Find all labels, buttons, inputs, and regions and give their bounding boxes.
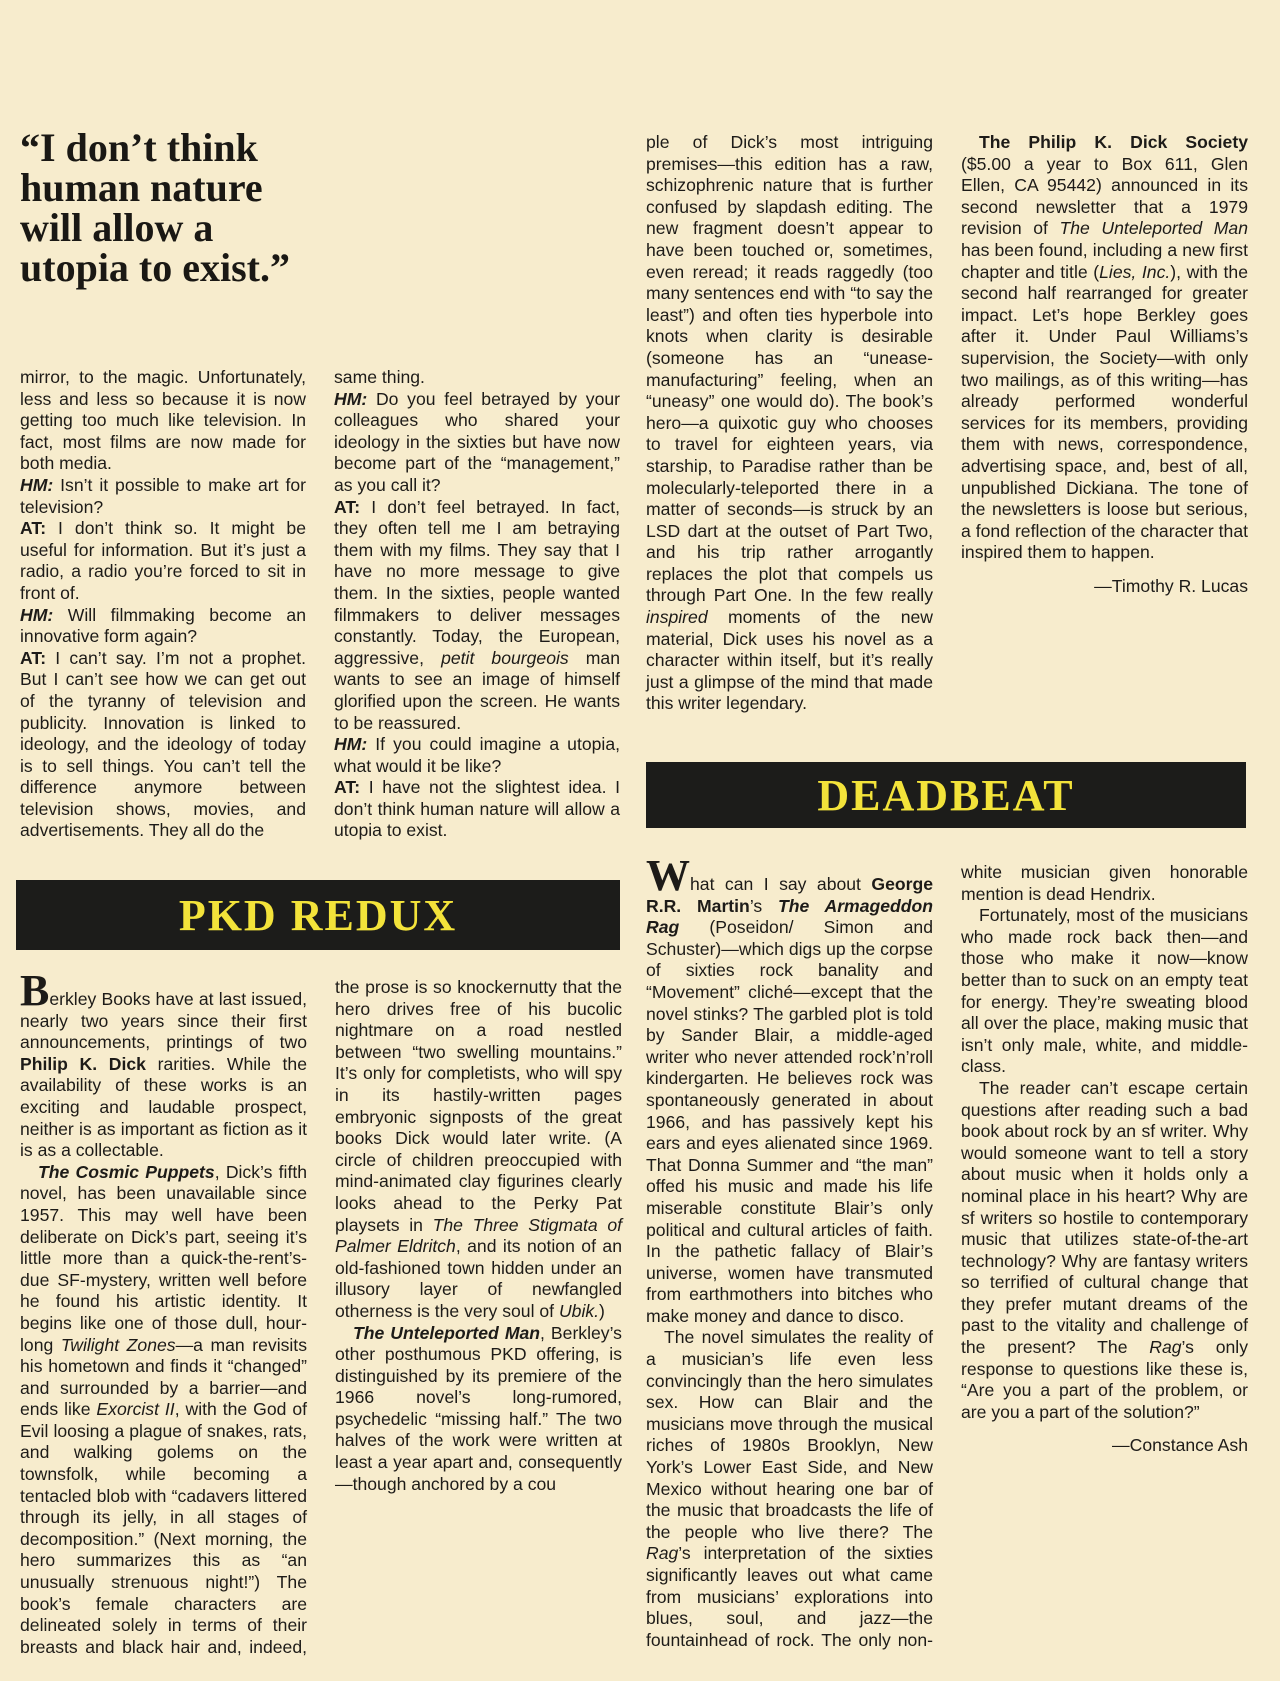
drop-cap: B xyxy=(20,966,50,1015)
paragraph: HM: Will filmmaking become an innovative form again? xyxy=(20,604,306,647)
pull-quote: “I don’t think human nature will allow a utopia to exist.” xyxy=(20,125,290,290)
paragraph: mirror, to the magic. Unfortunately, less and less so because it is now getting too much like television. In fact, most films are now made for both media. xyxy=(20,367,306,474)
paragraph: AT: I have not the slightest idea. I don’t think human nature will allow a utopia to exist. xyxy=(334,777,620,841)
drop-cap: W xyxy=(646,851,690,900)
byline: —Constance Ash xyxy=(1112,1435,1248,1456)
interview-column-2 xyxy=(334,367,620,842)
paragraph: ple of Dick’s most intriguing premises—this edition has a raw, schizophrenic nature that is further confused by slapdash editing. The new fragment doesn’t appear to have been touched or, sometimes, even reread; it reads raggedly (too many sentences end with “to say the least”) and often ties hyperbole into knots when clarity is desirable (someone has an “unease-manufacturing” feeling, when an “uneasy” one would do). The book’s hero—a quixotic guy who chooses to travel for eighteen years, via starship, to Paradise rather than be molecularly-teleported there in a matter of seconds—is struck by an LSD dart at the outset of Part Two, and his trip rather arrogantly replaces the plot that compels us through Part One. In the few really inspired moments of the new material, Dick uses his novel as a character within itself, but it’s really just a glimpse of the mind that made this writer legendary. xyxy=(646,132,933,714)
paragraph: AT: I can’t say. I’m not a prophet. But I can’t see how we can get out of the tyranny of television and publicity. Innovation is linked to ideology, and the ideology of today is to sell things. You can’t tell the difference anymore between television shows, movies, and advertisements. They all do the xyxy=(20,647,306,841)
banner-title: PKD REDUX xyxy=(178,890,458,940)
paragraph: same thing. xyxy=(334,367,425,387)
paragraph: HM: Isn’t it possible to make art for television? xyxy=(20,474,306,517)
banner-title: DEADBEAT xyxy=(817,770,1075,820)
paragraph: HM: If you could imagine a utopia, what would it be like? xyxy=(334,734,620,776)
byline: —Timothy R. Lucas xyxy=(1094,575,1248,596)
paragraph: AT: I don’t think so. It might be useful for information. But it’s just a radio, a radio you’re forced to sit in front of. xyxy=(20,518,306,603)
interview-column-1 xyxy=(20,367,306,842)
pkd-article-continued xyxy=(646,132,1248,746)
pkd-redux-banner xyxy=(16,880,620,950)
pkd-article-body xyxy=(20,966,623,1667)
paragraph: AT: I don’t feel betrayed. In fact, they often tell me I am betraying them with my films. They say that I have no more message to give them. In the sixties, people wanted filmmakers to deliver messages constantly. Today, the European, aggressive, petit bourgeois man wants to see an image of himself glorified upon the screen. He wants to be reassured. xyxy=(334,496,620,733)
deadbeat-article-body xyxy=(646,851,1248,1668)
paragraph: Fortunately, most of the musicians who made rock back then—and those who make it now—know better than to suck on an empty teat for energy. They’re sweating blood all over the place, making music that isn’t only male, white, and middle-class. xyxy=(961,905,1248,1077)
paragraph: HM: Do you feel betrayed by your colleagues who shared your ideology in the sixties but have now become part of the “management,” as you call it? xyxy=(334,388,620,495)
paragraph: What can I say about George R.R. Martin’s The Armageddon Rag (Poseidon/ Simon and Schuster)—which digs up the corpse of sixties rock banality and “Movement” cliché—except that the novel stinks? The garbled plot is told by Sander Blair, a middle-aged writer who never attended rock’n’roll kindergarten. He believes rock was spontaneously generated in about 1966, and has passively kept his ears and eyes alienated since 1969. That Donna Summer and “the man” offed his music and made his life miserable constitute Blair’s only political and cultural articles of faith. In the pathetic fallacy of Blair’s universe, women have transmuted from earthmothers into bitches who make money and dance to disco. xyxy=(646,851,934,1326)
paragraph: The Cosmic Puppets, Dick’s fifth novel, has been unavailable since 1957. This may well have been deliberate on Dick’s part, seeing it’s little more than a quick-the-rent’s-due SF-mystery, written well before he found his artistic identity. It begins like one of those dull, hour-long Twilight Zones—a man revisits his hometown and finds it “changed” and surrounded by a barrier—and ends like Exorcist II, with the God of Evil loosing a plague of snakes, rats, and walking golems on the townsfolk, while becoming a tentacled blob with “cadavers littered through its jelly, in all stages of decomposition.” (Next morning, the hero summarizes this as “an unusually strenuous night!”) The book’s female characters are delineated solely in terms of their breasts and black hair and, indeed, the prose is so knockernutty that the hero drives free of his bucolic nightmare on a road nestled between “two swelling mountains.” It’s only for completists, who will spy in its hastily-written pages embryonic signposts of the great books Dick would later write. (A circle of children preoccupied with mind-animated clay figurines clearly looks ahead to the Perky Pat playsets in The Three Stigmata of Palmer Eldritch, and its notion of an old-fashioned town hidden under an illusory layer of newfangled otherness is the very soul of Ubik.) xyxy=(20,977,623,1657)
paragraph: The Unteleported Man, Berkley’s other posthumous PKD offering, is distinguished by its premiere of the 1966 novel’s long-rumored, psychedelic “missing half.” The two halves of the work were written at least a year apart and, consequently—though anchored by a cou xyxy=(335,1322,622,1494)
paragraph: Berkley Books have at last issued, nearly two years since their first announcements, printings of two Philip K. Dick rarities. While the availability of these works is an exciting and laudable prospect, neither is as important as fiction as it is as a collectable. xyxy=(20,966,307,1161)
deadbeat-banner xyxy=(646,762,1246,828)
paragraph: The Philip K. Dick Society ($5.00 a year to Box 611, Glen Ellen, CA 95442) announced in its second newsletter that a 1979 revision of The Unteleported Man has been found, including a new first chapter and title (Lies, Inc.), with the second half rearranged for greater impact. Let’s hope Berkley goes after it. Under Paul Williams’s supervision, the Society—with only two mailings, as of this writing—has already performed wonderful services for its members, providing them with news, correspondence, advertising space, and, best of all, unpublished Dickiana. The tone of the newsletters is loose but serious, a fond reflection of the character that inspired them to happen. xyxy=(961,132,1249,563)
paragraph: The novel simulates the reality of a musician’s life even less convincingly than the hero simulates sex. How can Blair and the musicians move through the musical riches of 1980s Brooklyn, New York’s Lower East Side, and New Mexico without hearing one bar of the music that broadcasts the life of the people who live there? The Rag’s interpretation of the sixties significantly leaves out what came from musicians’ explorations into blues, soul, and jazz—the fountainhead of rock. The only non-white musician given honorable mention is dead Hendrix. xyxy=(646,862,1248,1650)
paragraph: The reader can’t escape certain questions after reading such a bad book about rock by an sf writer. Why would someone want to tell a story about music when it holds only a nominal place in his heart? Why are sf writers so hostile to contemporary music that utilizes state-of-the-art technology? Why are fantasy writers so terrified of cultural change that they prefer mutant dreams of the past to the vitality and challenge of the present? The Rag’s only response to questions like these is, “Are you a part of the problem, or are you a part of the solution?” xyxy=(961,1077,1248,1422)
